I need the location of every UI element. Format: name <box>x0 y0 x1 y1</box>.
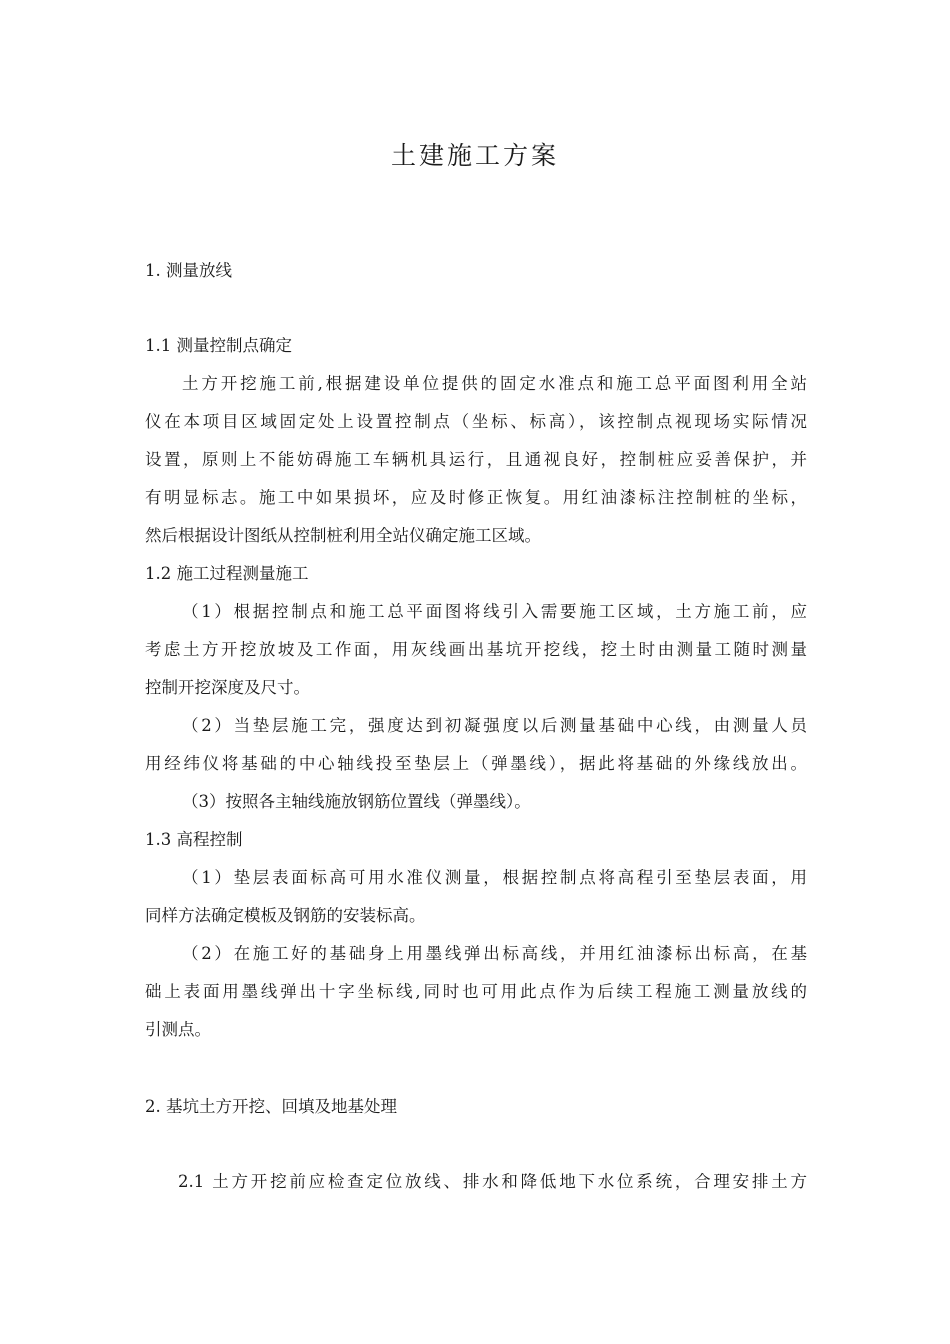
document-title: 土建施工方案 <box>390 141 559 170</box>
paragraph-line: 设置，原则上不能妨碍施工车辆机具运行，且通视良好，控制桩应妥善保护，并 <box>145 450 807 469</box>
paragraph-line: （2）当垫层施工完，强度达到初凝强度以后测量基础中心线，由测量人员 <box>182 716 807 735</box>
paragraph-line: （3）按照各主轴线施放钢筋位置线（弹墨线）。 <box>182 792 531 811</box>
paragraph-line: 用经纬仪将基础的中心轴线投至垫层上（弹墨线），据此将基础的外缘线放出。 <box>145 754 807 773</box>
paragraph-line: 有明显标志。施工中如果损坏，应及时修正恢复。用红油漆标注控制桩的坐标， <box>145 488 807 507</box>
subsection-heading-1-3: 1.3 高程控制 <box>145 830 243 849</box>
paragraph-line: 引测点。 <box>145 1020 211 1039</box>
paragraph-line: 土方开挖施工前,根据建设单位提供的固定水准点和施工总平面图利用全站 <box>182 374 807 393</box>
paragraph-line: 仪在本项目区域固定处上设置控制点（坐标、标高），该控制点视现场实际情况 <box>145 412 807 431</box>
paragraph-line: （2）在施工好的基础身上用墨线弹出标高线，并用红油漆标出标高，在基 <box>182 944 807 963</box>
paragraph-line: 考虑土方开挖放坡及工作面，用灰线画出基坑开挖线，挖土时由测量工随时测量 <box>145 640 807 659</box>
section-heading-2: 2. 基坑土方开挖、回填及地基处理 <box>145 1097 397 1116</box>
subsection-heading-1-1: 1.1 测量控制点确定 <box>145 336 292 355</box>
paragraph-line: （1）垫层表面标高可用水准仪测量，根据控制点将高程引至垫层表面，用 <box>182 868 807 887</box>
paragraph-line: （1）根据控制点和施工总平面图将线引入需要施工区域，土方施工前，应 <box>182 602 807 621</box>
paragraph-line: 同样方法确定模板及钢筋的安装标高。 <box>145 906 426 925</box>
paragraph-line: 然后根据设计图纸从控制桩利用全站仪确定施工区域。 <box>145 526 541 545</box>
paragraph-line: 2.1 土方开挖前应检查定位放线、排水和降低地下水位系统，合理安排土方 <box>178 1172 807 1191</box>
section-heading-1: 1. 测量放线 <box>145 261 232 280</box>
subsection-heading-1-2: 1.2 施工过程测量施工 <box>145 564 309 583</box>
paragraph-line: 础上表面用墨线弹出十字坐标线,同时也可用此点作为后续工程施工测量放线的 <box>145 982 807 1001</box>
paragraph-line: 控制开挖深度及尺寸。 <box>145 678 310 697</box>
